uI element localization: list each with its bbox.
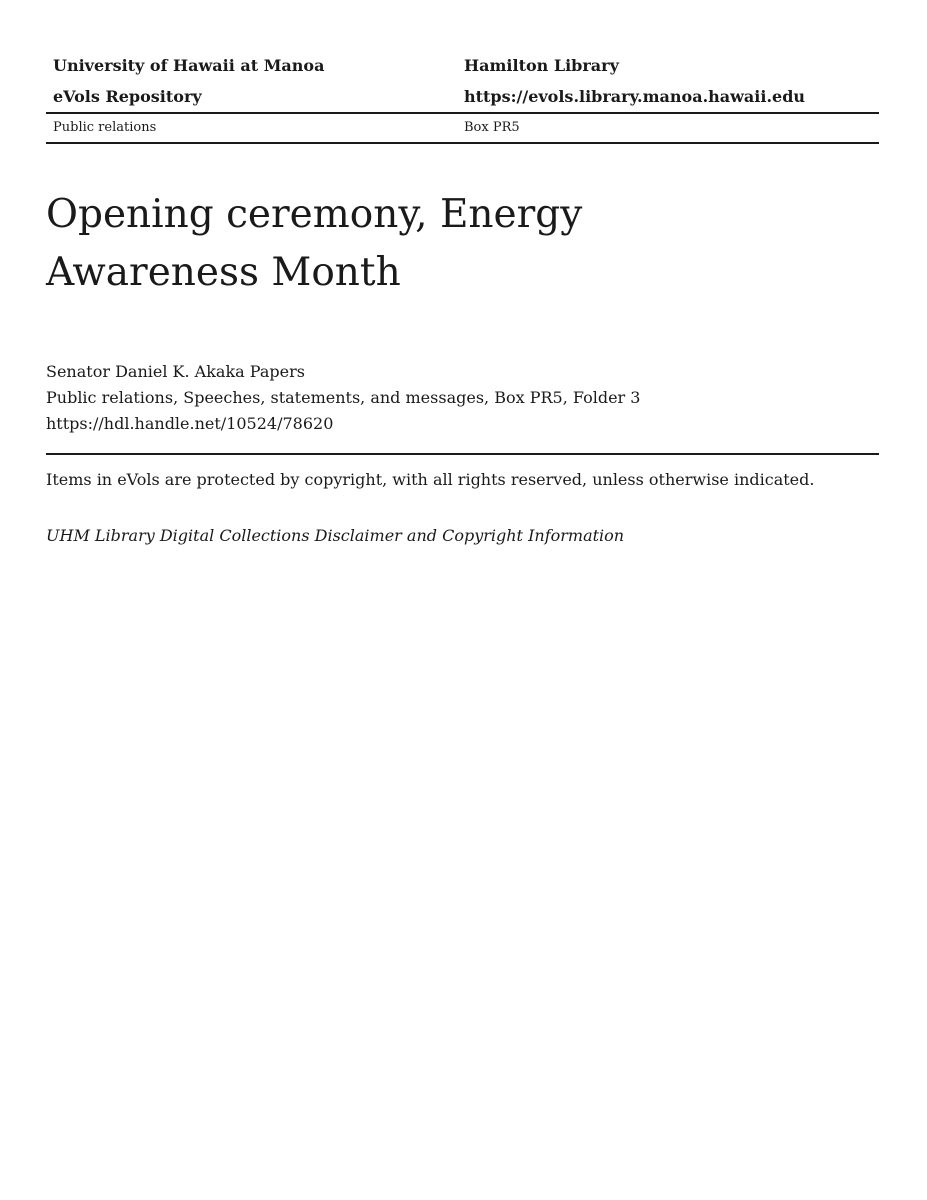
library-name: Hamilton Library [464,56,619,75]
handle-link[interactable]: https://hdl.handle.net/10524/78620 [46,414,334,433]
content-divider [46,453,879,455]
header-divider-bottom [46,142,879,144]
disclaimer-link[interactable]: UHM Library Digital Collections Disclaimer and Copyright Information [46,526,625,545]
title-line-2: Awareness Month [46,250,401,295]
repository-url-link[interactable]: https://evols.library.manoa.hawaii.edu [464,87,806,106]
header-table [46,50,879,144]
university-name: University of Hawaii at Manoa [53,56,325,75]
header-row-2 [46,81,879,112]
document-title [46,186,746,302]
box-label: Box PR5 [464,120,520,135]
header-row-3 [46,114,879,142]
series-label: Public relations [53,120,157,135]
folder-location: Public relations, Speeches, statements, and messages, Box PR5, Folder 3 [46,388,641,407]
header-row-1 [46,50,879,81]
collection-name: Senator Daniel K. Akaka Papers [46,362,305,381]
document-metadata [46,359,640,437]
title-line-1: Opening ceremony, Energy [46,192,583,237]
rights-statement: Items in eVols are protected by copyright, with all rights reserved, unless otherwise indicated. [46,470,815,489]
repository-name: eVols Repository [53,87,202,106]
